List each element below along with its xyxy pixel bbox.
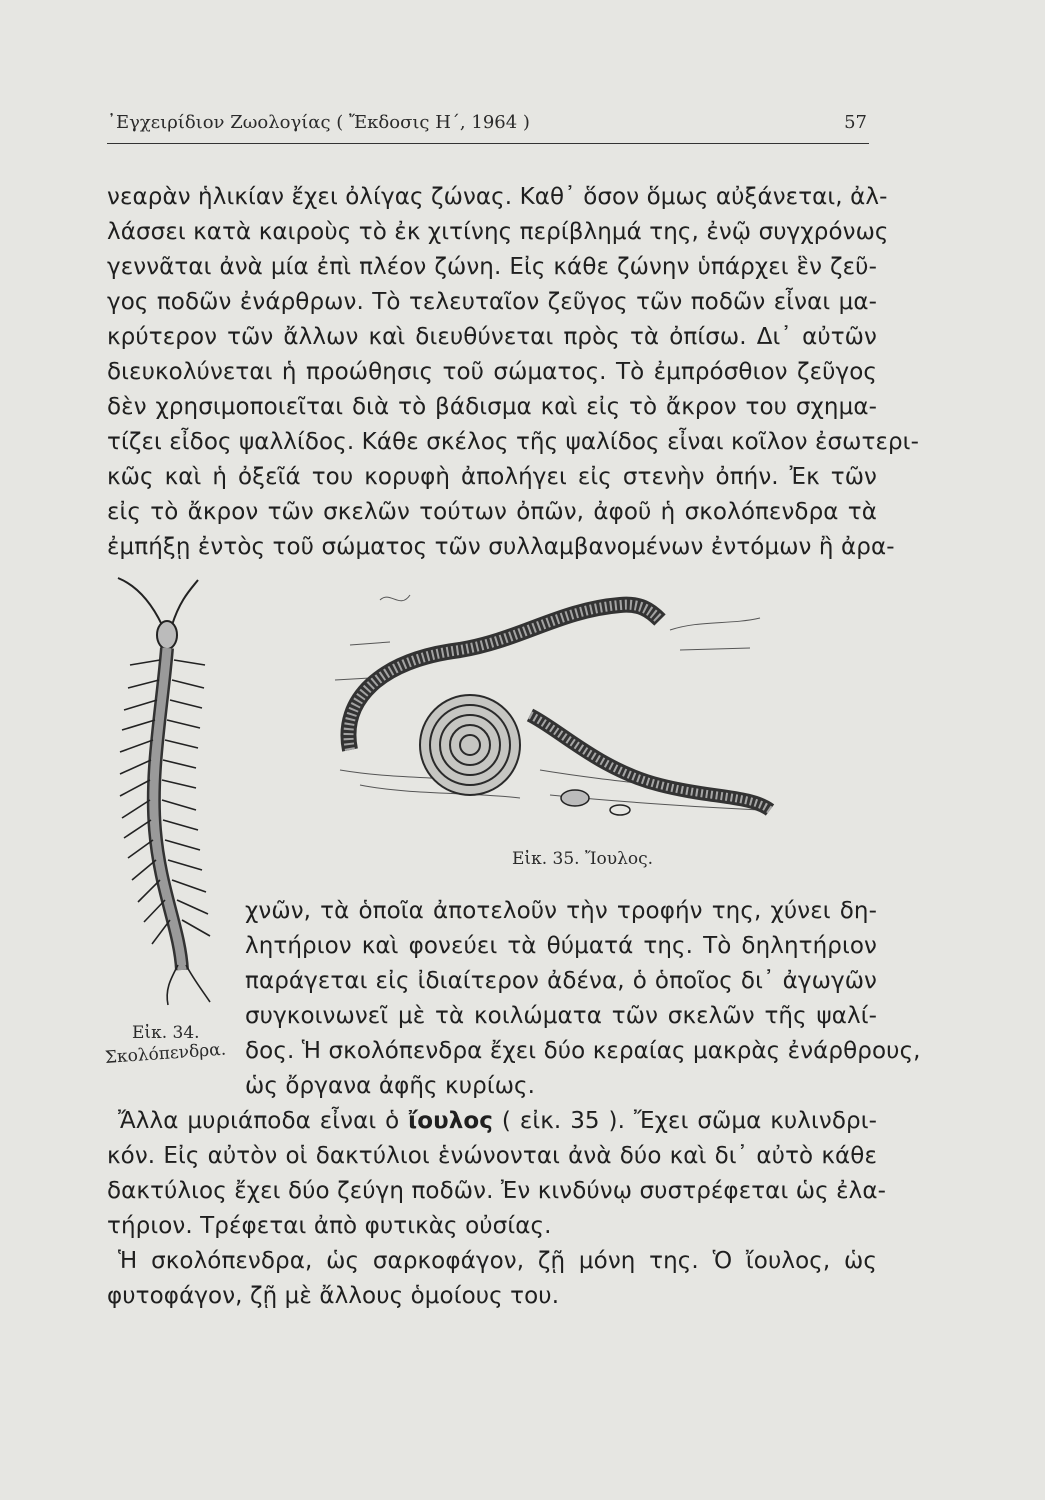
text-line: εἰς τὸ ἄκρον τῶν σκελῶν τούτων ὀπῶν, ἀφοῦ ἡ σκολόπενδρα τὰ (107, 499, 877, 525)
text-line: διευκολύνεται ἡ προώθησις τοῦ σώματος. Τὸ ἐμπρόσθιον ζεῦγος (107, 359, 877, 385)
text-line: δακτύλιος ἔχει δύο ζεύγη ποδῶν. Ἐν κινδύνῳ συστρέφεται ὡς ἐλα- (107, 1178, 887, 1204)
figure34-caption-line1: Εἰκ. 34. (132, 1023, 200, 1043)
scolopendra-illustration (110, 570, 230, 1010)
text-span: ( εἰκ. 35 ). Ἔχει σῶμα κυλινδρι- (493, 1108, 877, 1134)
header-rule (107, 143, 869, 144)
page-number: 57 (844, 112, 867, 133)
text-line: ὡς ὄργανα ἀφῆς κυρίως. (245, 1073, 536, 1099)
text-line: γος ποδῶν ἐνάρθρων. Τὸ τελευταῖον ζεῦγος τῶν ποδῶν εἶναι μα- (107, 289, 877, 315)
text-line: λητήριον καὶ φονεύει τὰ θύματά της. Τὸ δηλητήριον (245, 933, 877, 959)
iulus-illustration (320, 570, 780, 830)
text-line: κόν. Εἰς αὐτὸν οἱ δακτύλιοι ἑνώνονται ἀνὰ δύο καὶ δι᾿ αὐτὸ κάθε (107, 1143, 877, 1169)
text-line: γεννᾶται ἀνὰ μία ἐπὶ πλέον ζώνη. Εἰς κάθε ζώνην ὑπάρχει ἓν ζεῦ- (107, 254, 877, 280)
running-header (107, 112, 867, 142)
text-line: τήριον. Τρέφεται ἀπὸ φυτικὰς οὐσίας. (107, 1213, 552, 1239)
text-line: κρύτερον τῶν ἄλλων καὶ διευθύνεται πρὸς τὰ ὀπίσω. Δι᾿ αὐτῶν (107, 324, 877, 350)
text-line: λάσσει κατὰ καιροὺς τὸ ἐκ χιτίνης περίβλημά της, ἐνῷ συγχρόνως (107, 219, 889, 245)
text-line: Ἡ σκολόπενδρα, ὡς σαρκοφάγον, ζῇ μόνη της. Ὁ ἴουλος, ὡς (118, 1248, 877, 1274)
bold-term: ἴουλος (408, 1108, 494, 1134)
text-line: ἐμπήξῃ ἐντὸς τοῦ σώματος τῶν συλλαμβανομένων ἐντόμων ἢ ἀρα- (107, 534, 895, 560)
text-line (118, 1107, 877, 1135)
figure35-caption: Εἰκ. 35. Ἴουλος. (512, 849, 653, 869)
text-line: δὲν χρησιμοποιεῖται διὰ τὸ βάδισμα καὶ εἰς τὸ ἄκρον του σχημα- (107, 394, 877, 420)
text-line: χνῶν, τὰ ὁποῖα ἀποτελοῦν τὴν τροφήν της, χύνει δη- (245, 898, 877, 924)
text-span: Ἄλλα μυριάποδα εἶναι ὁ (118, 1108, 409, 1134)
text-line: παράγεται εἰς ἰδιαίτερον ἀδένα, ὁ ὁποῖος δι᾿ ἀγωγῶν (245, 968, 877, 994)
text-line: νεαρὰν ἡλικίαν ἔχει ὀλίγας ζώνας. Καθ᾿ ὅσον ὅμως αὐξάνεται, ἀλ- (107, 184, 888, 210)
header-title: ᾿Εγχειρίδιον Ζωολογίας ( Ἔκδοσις Η΄, 1964 ) (107, 112, 530, 133)
text-line: συγκοινωνεῖ μὲ τὰ κοιλώματα τῶν σκελῶν τῆς ψαλί- (245, 1003, 877, 1029)
figure34-caption-line2: Σκολόπενδρα. (104, 1039, 227, 1068)
text-line: δος. Ἡ σκολόπενδρα ἔχει δύο κεραίας μακρὰς ἐνάρθρους, (245, 1038, 921, 1064)
text-line: κῶς καὶ ἡ ὀξεῖά του κορυφὴ ἀπολήγει εἰς στενὴν ὀπήν. Ἐκ τῶν (107, 464, 877, 490)
text-line: τίζει εἶδος ψαλλίδος. Κάθε σκέλος τῆς ψαλίδος εἶναι κοῖλον ἐσωτερι- (107, 429, 919, 455)
text-line: φυτοφάγον, ζῇ μὲ ἄλλους ὁμοίους του. (107, 1283, 560, 1309)
